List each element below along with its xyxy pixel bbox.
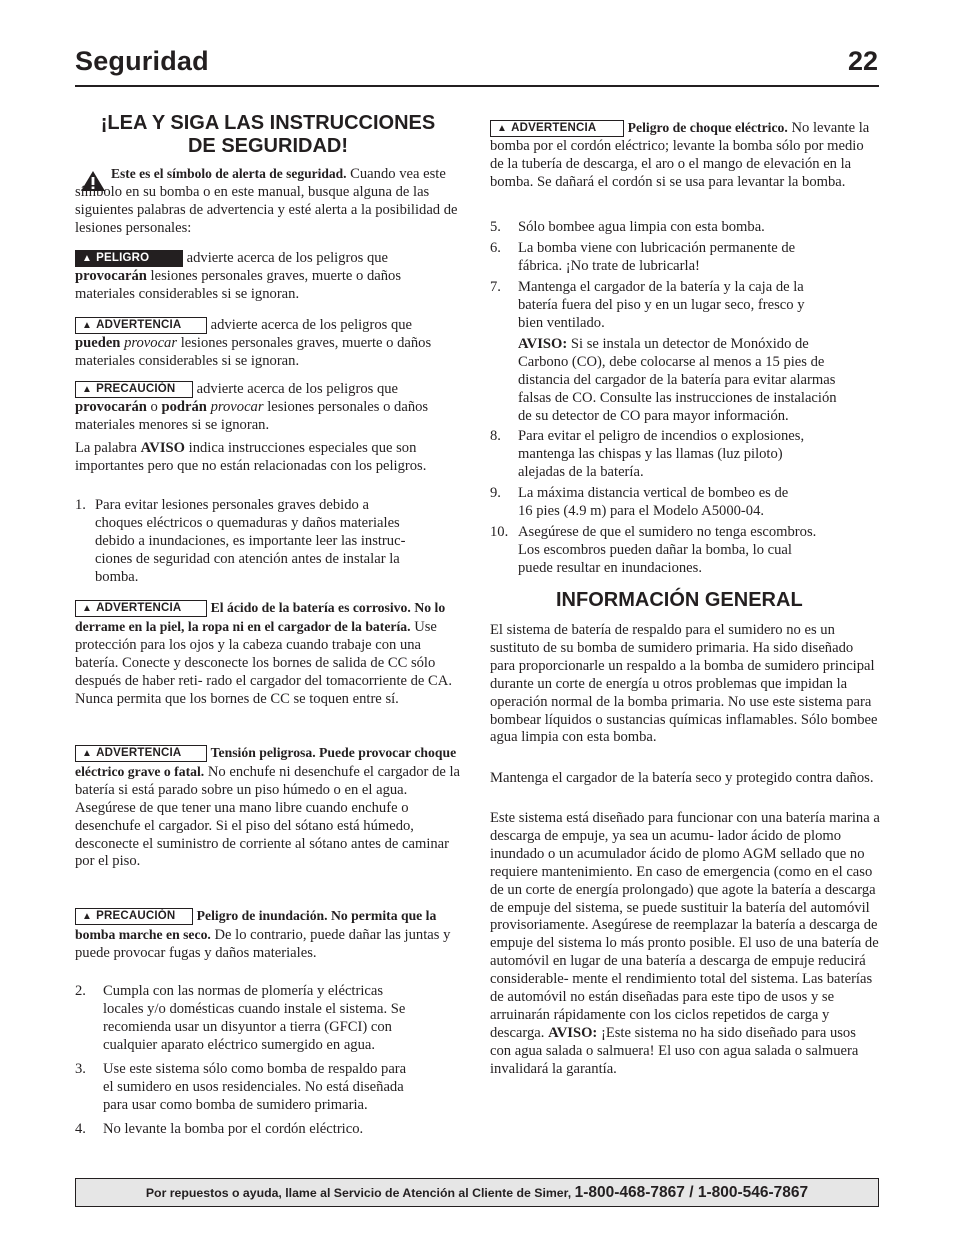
general-info-heading: INFORMACIÓN GENERAL <box>556 589 803 611</box>
list-item-line: batería fuera del piso y en un lugar seco, fresco y <box>518 296 805 313</box>
advertencia-text1: advierte acerca de los peligros que <box>210 317 413 333</box>
footer-bar <box>75 1178 879 1207</box>
advertencia-acid-paragraph <box>75 599 461 708</box>
acid-text: Use protección para los ojos y la cabeza cuando trabaje con una batería. Conecte y desconecte los bornes de salida de CC sólo después de haber reti- rado el cargador del tomacorriente de CA. Nunca permita que los bornes de CC se toquen entre sí. <box>75 618 452 707</box>
precaucion-bold2: podrán <box>161 398 207 415</box>
list-item-line: Sólo bombee agua limpia con esta bomba. <box>518 219 765 235</box>
list-item-number: 7. <box>490 279 501 295</box>
peligro-text1: advierte acerca de los peligros que <box>186 250 389 266</box>
section-heading-line2: DE SEGURIDAD! <box>187 135 348 157</box>
list-item-line: La bomba viene con lubricación permanente de <box>518 240 796 256</box>
list-item-line: recomienda usar un disyuntor a tierra (GFCI) con <box>103 1018 392 1035</box>
general-info-para1: El sistema de batería de respaldo para el sumidero no es un sustituto de su bomba de sumidero primaria. Ha sido diseñado para proporcionarle un respaldo a la bomba de sumidero principal durante un corte de energía u otros problemas que impidan la operación normal de la bomba primaria. No use este sistema para bombear líquidos o sustancias químicas inflamables. Sólo bombee agua limpia con esta bomba. <box>490 622 878 746</box>
flood-bold: Peligro de inundación. No permita que la bomba marche en seco. <box>75 908 437 942</box>
list-item-line: Para evitar lesiones personales graves debido a <box>95 497 369 513</box>
section-heading-line1: ¡LEA Y SIGA LAS INSTRUCCIONES <box>100 112 436 134</box>
header-rule <box>75 85 879 87</box>
list-item-number: 3. <box>75 1061 86 1077</box>
page-number: 22 <box>847 46 878 76</box>
alert-bold: Este es el símbolo de alerta de seguridad. <box>111 166 347 181</box>
list-item-line: choques eléctricos o quemaduras y daños materiales <box>95 514 400 531</box>
peligro-text2: lesiones personales graves, muerte o daños materiales considerables si se ignoran. <box>75 267 401 302</box>
advertencia-badge: ▲ ADVERTENCIA <box>75 745 207 762</box>
footer-phones: 1-800-468-7867 / 1-800-546-7867 <box>574 1184 809 1201</box>
list-item-line: bien ventilado. <box>518 314 605 331</box>
list-item-line: fábrica. ¡No trate de lubricarla! <box>518 257 700 274</box>
list-item-line: La máxima distancia vertical de bombeo es de <box>518 485 789 501</box>
advertencia-badge: ▲ ADVERTENCIA <box>75 317 207 334</box>
list-item-line: Asegúrese de que el sumidero no tenga escombros. <box>518 524 817 540</box>
precaucion-badge: ▲ PRECAUCIÓN <box>75 381 193 398</box>
advertencia-badge: ▲ ADVERTENCIA <box>490 120 624 137</box>
aviso-co-note <box>518 336 880 426</box>
list-item-number: 9. <box>490 485 501 501</box>
shock-bold: Peligro de choque eléctrico. <box>627 120 788 135</box>
advertencia-bold: pueden <box>75 334 121 351</box>
advertencia-paragraph <box>75 317 461 371</box>
list-item-line: puede resultar en inundaciones. <box>518 559 702 576</box>
precaucion-badge: ▲ PRECAUCIÓN <box>75 908 193 925</box>
aviso-label: AVISO: <box>518 336 568 352</box>
para3-end: ¡Este sistema no ha sido diseñado para usos con agua salada o salmuera! El uso con agua salada o salmuera invalidará la garantía. <box>490 1024 859 1077</box>
aviso-bold: AVISO <box>140 440 185 456</box>
advertencia-text2: lesiones personales graves, muerte o daños materiales considerables si se ignoran. <box>75 334 432 369</box>
precaucion-text1: advierte acerca de los peligros que <box>196 381 399 397</box>
alert-text: Cuando vea este símbolo en su bomba o en este manual, busque alguna de las siguientes palabras de advertencia y esté alerta a la posibilidad de lesiones personales: <box>75 166 458 236</box>
list-item-line: ciones de seguridad con atención antes de instalar la <box>95 550 400 567</box>
precaucion-paragraph <box>75 381 461 435</box>
aviso-pre: La palabra <box>75 440 137 456</box>
list-item-line: cualquier aparato eléctrico sumergido en agua. <box>103 1036 376 1053</box>
aviso-line: distancia del cargador de la batería para evitar alarmas <box>518 371 836 388</box>
general-info-para3 <box>490 810 880 1079</box>
list-item-line: 16 pies (4.9 m) para el Modelo A5000-04. <box>518 502 765 519</box>
list-item-line: alejadas de la batería. <box>518 463 644 480</box>
aviso-line: Si se instala un detector de Monóxido de <box>570 336 809 352</box>
peligro-bold: provocarán <box>75 267 147 284</box>
general-info-para2: Mantenga el cargador de la batería seco y protegido contra daños. <box>490 770 874 786</box>
advertencia-italic: provocar <box>124 334 178 351</box>
advertencia-badge: ▲ ADVERTENCIA <box>75 600 207 617</box>
advertencia-voltage-paragraph <box>75 744 461 871</box>
list-item-line: Los escombros pueden dañar la bomba, lo cual <box>518 541 792 558</box>
list-item-line: el sumidero en usos residenciales. No está diseñada <box>103 1078 404 1095</box>
list-item-number: 8. <box>490 428 501 444</box>
page-title: Seguridad <box>75 46 209 76</box>
voltage-bold: Tensión peligrosa. Puede provocar choque eléctrico grave o fatal. <box>75 745 457 779</box>
list-item-line: Cumpla con las normas de plomería y eléctricas <box>103 983 384 999</box>
list-item-line: Use este sistema sólo como bomba de respaldo para <box>103 1061 407 1077</box>
shock-text: No levante la bomba por el cordón eléctrico; levante la bomba sólo por medio de la tubería de descarga, el aro o el mango de elevación en la bomba. Se dañará el cordón si se usa para levantar la bomba. <box>490 120 870 190</box>
list-item-number: 1. <box>75 497 86 513</box>
aviso-line: falsas de CO. Consulte las instrucciones de instalación <box>518 389 837 406</box>
aviso-line: de su detector de CO para mayor información. <box>518 407 789 424</box>
list-item-line: Mantenga el cargador de la batería y la caja de la <box>518 279 804 295</box>
list-item-line: para usar como bomba de sumidero primaria. <box>103 1096 368 1113</box>
peligro-paragraph <box>75 250 461 304</box>
aviso-post: indica instrucciones especiales que son importantes pero que no están relacionadas con los peligros. <box>75 440 427 474</box>
acid-bold2: No lo derrame en la piel, la ropa ni en el cargador de la batería. <box>75 600 446 634</box>
footer-text: Por repuestos o ayuda, llame al Servicio de Atención al Cliente de Simer, <box>145 1186 572 1200</box>
list-item-number: 5. <box>490 219 501 235</box>
list-item-line: mantenga las chispas y las llamas (luz piloto) <box>518 445 783 462</box>
precaucion-flood-paragraph <box>75 907 461 963</box>
voltage-text: No enchufe ni desenchufe el cargador de la batería si está parado sobre un piso húmedo o en el agua. Asegúrese de que tener una mano libre cuando enchufe o desenchufe el cargador. Si el piso del sótano está húmedo, desconecte el suministro de corriente al sótano antes de caminar por el piso. <box>75 763 461 870</box>
list-item-line: debido a inundaciones, es importante leer las instruc- <box>95 532 406 549</box>
list-item-number: 2. <box>75 983 86 999</box>
shock-warning-paragraph <box>490 119 880 192</box>
list-item-line: locales y/o domésticas cuando instale el sistema. Se <box>103 1000 406 1017</box>
list-item-line: Para evitar el peligro de incendios o explosiones, <box>518 428 805 444</box>
list-item-line: bomba. <box>95 568 139 585</box>
aviso-paragraph <box>75 440 461 476</box>
section-heading <box>75 112 461 158</box>
list-item-number: 4. <box>75 1121 86 1137</box>
flood-text: De lo contrario, puede dañar las juntas y puede provocar fugas y daños materiales. <box>75 926 451 961</box>
para3-text: Este sistema está diseñado para funcionar con una batería marina a descarga de empuje, ya sea un acumu- lador ácido de plomo inundado o un acumulador ácido de plomo AGM sellado que no requiere mantenimiento. En caso de emergencia (como en el caso de un corte de energía prolongado) que agote la batería a descarga de empuje del sistema, se puede sustituir la batería del automóvil provisoriamente. Asegúrese de reemplazar la batería a descarga de empuje del sistema lo más pronto posible. El uso de una batería de automóvil en lugar de una batería a descarga de empuje reducirá considerable- mente el rendimiento total del sistema. Las baterías de automóvil no están diseñadas para este tipo de usos y se arruinarán rápidamente con los ciclos repetidos de carga y descarga. <box>490 810 880 1041</box>
list-item-number: 6. <box>490 240 501 256</box>
precaucion-text2: lesiones personales o daños materiales menores si se ignoran. <box>75 398 429 433</box>
precaucion-bold1: provocarán <box>75 398 147 415</box>
precaucion-italic: provocar <box>210 398 264 415</box>
list-item-line: No levante la bomba por el cordón eléctrico. <box>103 1121 364 1137</box>
aviso-line: Carbono (CO), debe colocarse al menos a 15 pies de <box>518 353 825 370</box>
para3-aviso: AVISO: <box>548 1024 598 1041</box>
alert-paragraph <box>75 165 461 238</box>
precaucion-o: o <box>150 398 158 415</box>
acid-bold1: El ácido de la batería es corrosivo. <box>210 600 411 615</box>
peligro-badge: ▲ PELIGRO <box>75 250 183 267</box>
list-item-number: 10. <box>490 524 509 540</box>
